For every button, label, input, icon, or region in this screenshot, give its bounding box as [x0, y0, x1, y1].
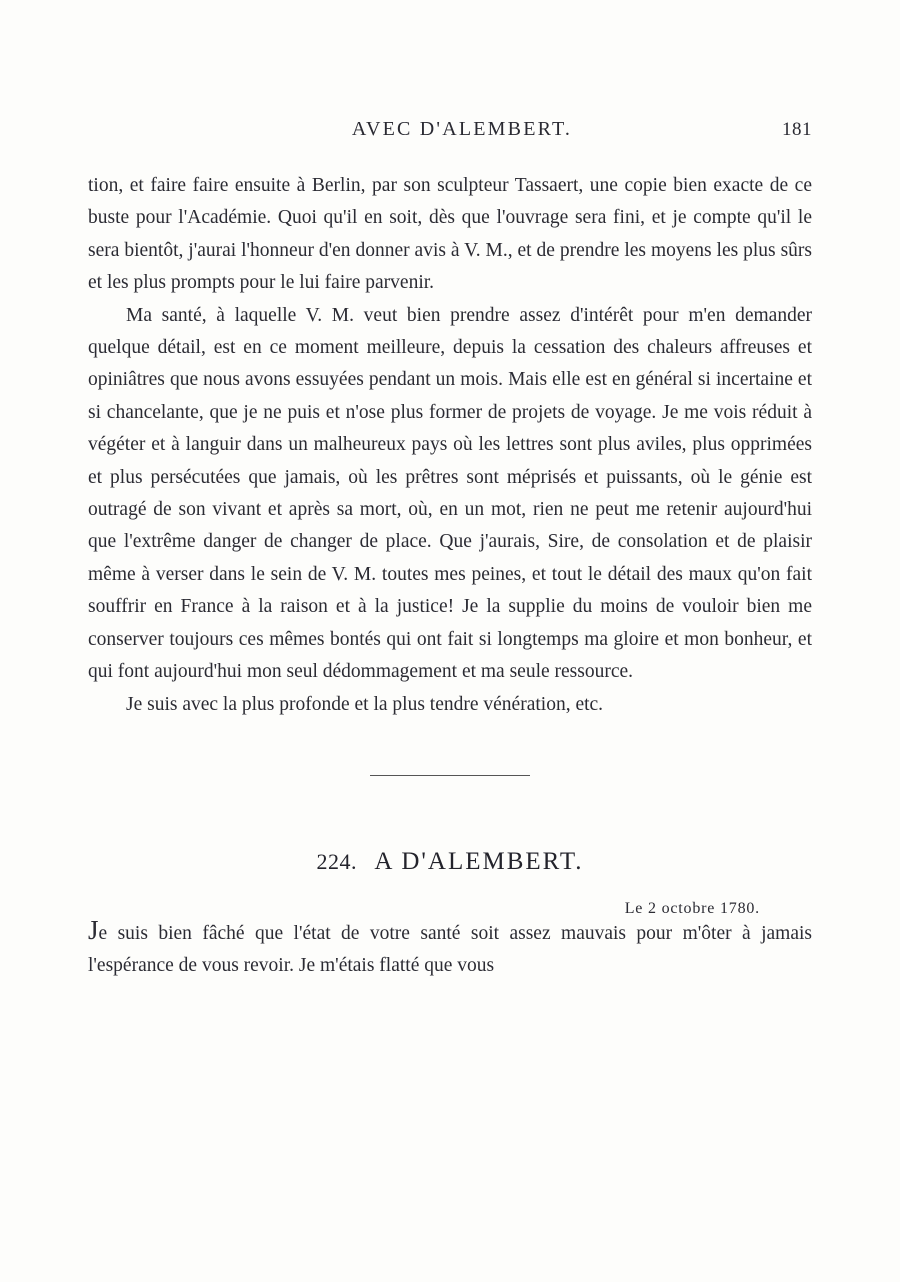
- page-content: [88, 0, 812, 983]
- paragraph-continuation: tion, et faire faire ensuite à Berlin, par son sculpteur Tassaert, une copie bien exacte de ce buste pour l'Académie. Quoi qu'il en soit, dès que l'ouvrage sera fini, et je compte qu'il le sera bientôt, j'aurai l'honneur d'en donner avis à V. M., et de prendre les moyens les plus sûrs et les plus prompts pour le lui faire parvenir.: [88, 175, 812, 294]
- drop-cap: J: [88, 914, 99, 945]
- running-head: [88, 118, 812, 144]
- letter-opening-text: e suis bien fâché que l'état de votre santé soit assez mauvais pour m'ôter à jamais l'espérance de vous revoir. Je m'étais flatté que vous: [88, 922, 812, 977]
- letter-heading: [88, 848, 812, 876]
- paragraph-closing: Je suis avec la plus profonde et la plus tendre vénération, etc.: [126, 693, 604, 715]
- letter-number: 224.: [316, 848, 357, 874]
- running-title: AVEC D'ALEMBERT.: [351, 118, 573, 140]
- paragraph-health: Ma santé, à laquelle V. M. veut bien prendre assez d'intérêt pour m'en demander quelque détail, est en ce moment meilleure, depuis la cessation des chaleurs affreuses et opiniâtres que nous avons essuyées pendant un mois. Mais elle est en général si incertaine et si chancelante, que je ne puis et n'ose plus former de projets de voyage. Je me vois réduit à végéter et à languir dans un malheureux pays où les lettres sont plus aviles, plus opprimées et plus persécutées que jamais, où les prêtres sont méprisés et puissants, où le génie est outragé de son vivant et après sa mort, où, en un mot, rien ne peut me retenir aujourd'hui que l'extrême danger de changer de place. Que j'aurais, Sire, de consolation et de plaisir même à verser dans le sein de V. M. toutes mes peines, et tout le détail des maux qu'on fait souffrir en France à la raison et à la justice! Je la supplie du moins de vouloir bien me conserver toujours ces mêmes bontés qui ont fait si longtemps ma gloire et mon bonheur, et qui font aujourd'hui mon seul dédommagement et ma seule ressource.: [88, 304, 812, 683]
- page-number: 181: [782, 119, 812, 140]
- section-divider: [370, 775, 530, 776]
- letter-recipient: A D'ALEMBERT.: [374, 847, 584, 875]
- letter-date: Le 2 octobre 1780.: [624, 899, 760, 917]
- letter-opening-paragraph: [88, 914, 812, 983]
